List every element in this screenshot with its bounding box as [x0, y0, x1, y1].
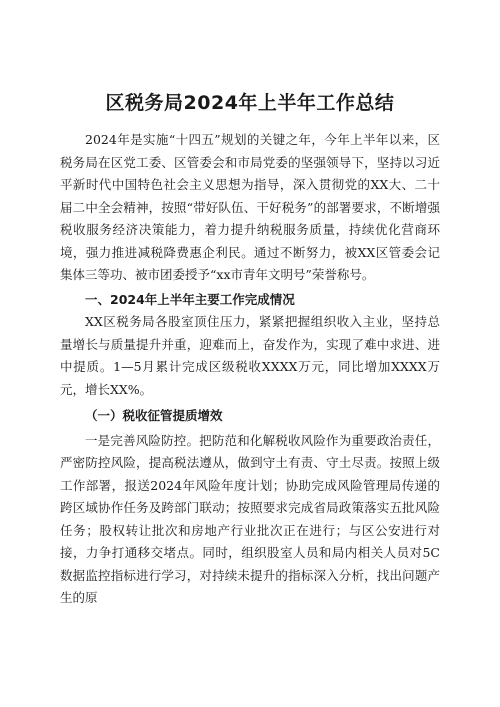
section-heading: 一、2024年上半年主要工作完成情况	[85, 291, 295, 307]
subsection-paragraph: 一是完善风险防控。把防范和化解税收风险作为重要政治责任，严密防控风险，提高税法遵从，做到守土有责、守土尽责。按照上级工作部署，报送2024年风险年度计划；协助完成风险管理局传递的跨区域协作任务及跨部门联动；按照要求完成省局政策落实五批风险任务；股权转让批次和房地产行业批次正在进行；与区公安进行对接，力争打通移交堵点。同时，组织股室人员和局内相关人员对5C数据监控指标进行学习，对持续未提升的指标深入分析，找出问题产生的原	[60, 432, 440, 605]
document-title: 区税务局2024年上半年工作总结	[105, 92, 395, 114]
subsection-heading: （一）税收征管提质增效	[85, 408, 223, 423]
intro-paragraph: 2024年是实施“十四五”规划的关键之年，今年上半年以来，区税务局在区党工委、区管委会和市局党委的坚强领导下，坚持以习近平新时代中国特色社会主义思想为指导，深入贯彻党的XX大、二十届二中全会精神，按照“带好队伍、干好税务”的部署要求，不断增强税收服务经济决策能力，着力提升纳税服务质量，持续优化营商环境，强力推进减税降费惠企利民。通过不断努力，被XX区管委会记集体三等功、被市团委授予“xx市青年文明号”荣誉称号。	[60, 132, 440, 282]
section-paragraph: XX区税务局各股室顶住压力，紧紧把握组织收入主业，坚持总量增长与质量提升并重，迎难而上，奋发作为，实现了难中求进、进中提质。1—5月累计完成区级税收XXXX万元，同比增加XXXX万元，增长XX%。	[60, 314, 440, 397]
